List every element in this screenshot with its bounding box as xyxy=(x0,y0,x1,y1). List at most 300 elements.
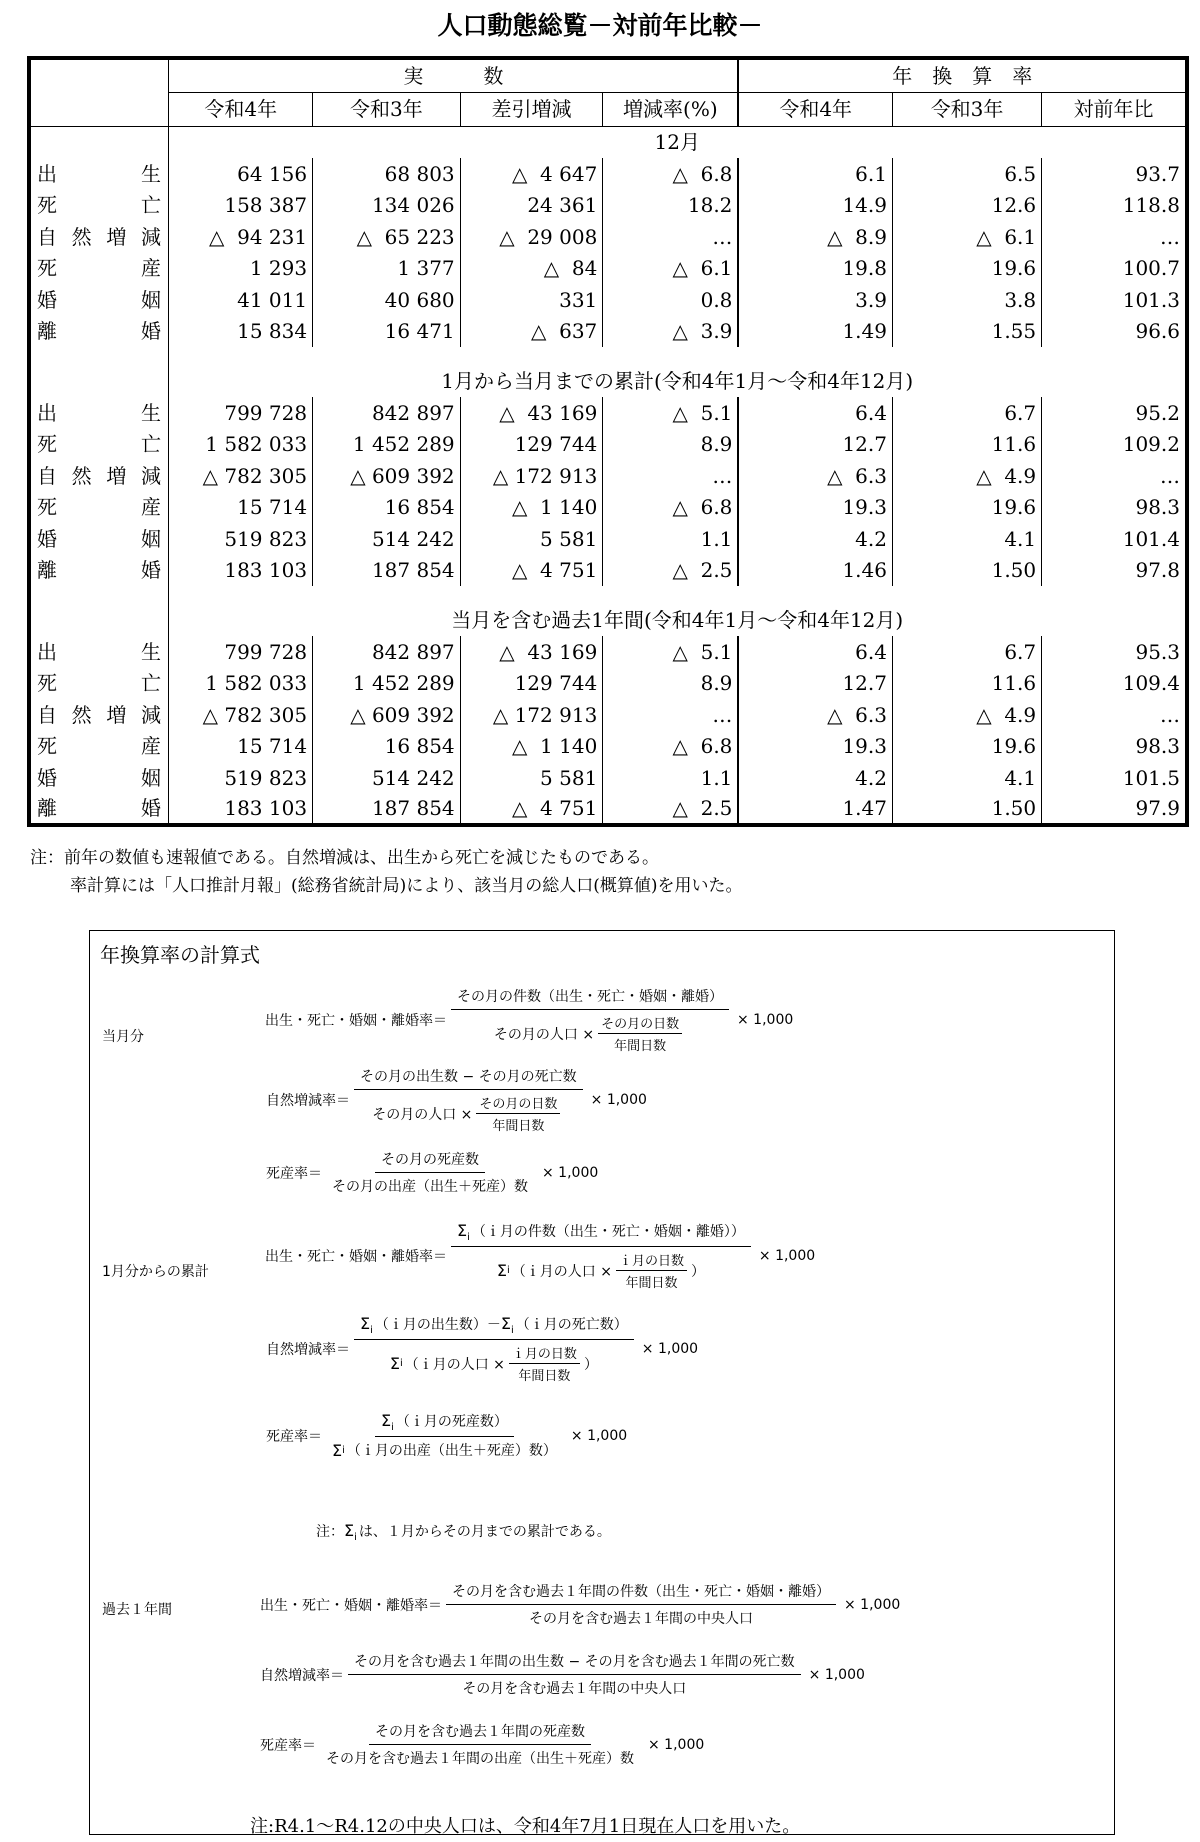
table-cell: 68 803 xyxy=(313,158,461,190)
fraction xyxy=(348,1651,801,1698)
table-cell: 1.1 xyxy=(603,523,739,555)
row-label-chars xyxy=(37,493,161,521)
table-row xyxy=(29,429,1187,461)
formula-box-title: 年換算率の計算式 xyxy=(100,943,260,967)
table-cell: 19.8 xyxy=(738,253,892,285)
spacer-cell xyxy=(29,586,169,604)
numerator: その月の日数 xyxy=(598,1013,682,1034)
table-cell: 519 823 xyxy=(169,523,313,555)
section-label-monthly: 当月分 xyxy=(102,1029,144,1045)
denominator xyxy=(491,1247,711,1291)
table-row xyxy=(29,492,1187,524)
fraction-days xyxy=(476,1093,560,1134)
table-cell: … xyxy=(1160,224,1180,249)
sigma-symbol: Σ xyxy=(496,1261,507,1280)
subscript-i: i xyxy=(354,1532,357,1543)
numerator xyxy=(354,1314,634,1340)
table-cell: △ 6.8 xyxy=(603,158,739,190)
table-cell: 5 581 xyxy=(460,523,603,555)
multiplier: × 1,000 xyxy=(758,1248,816,1264)
table-cell: 799 728 xyxy=(169,397,313,429)
table-notes xyxy=(30,844,743,900)
row-label xyxy=(29,668,169,700)
table-cell: △ 4 751 xyxy=(460,794,603,826)
table-cell: 8.9 xyxy=(603,668,739,700)
spacer-cell xyxy=(29,347,169,365)
row-label xyxy=(29,158,169,190)
table-cell: 519 823 xyxy=(169,762,313,794)
row-label-char: 死 xyxy=(37,671,57,696)
formula-pastyear-stillbirth xyxy=(260,1721,704,1768)
row-label-chars xyxy=(37,525,161,553)
row-label-chars xyxy=(37,254,161,282)
row-label xyxy=(29,523,169,555)
denominator xyxy=(488,1010,692,1054)
numerator: ｉ月の日数 xyxy=(509,1343,580,1364)
row-label-chars xyxy=(37,191,161,219)
denominator-text: （ｉ月の出産（出生＋死産）数） xyxy=(346,1443,557,1459)
table-cell: 15 714 xyxy=(169,731,313,763)
table-row xyxy=(29,316,1187,348)
section-header-blank xyxy=(29,365,169,397)
row-label-char: 自 xyxy=(37,224,57,249)
denominator: 年間日数 xyxy=(492,1119,545,1134)
denominator-text: その月の人口 × xyxy=(372,1106,473,1123)
numerator: その月を含む過去１年間の件数（出生・死亡・婚姻・離婚） xyxy=(446,1581,836,1605)
table-cell: △ 4.9 xyxy=(892,699,1041,731)
table-row xyxy=(29,555,1187,587)
row-label-chars xyxy=(37,701,161,729)
table-cell: 16 854 xyxy=(313,492,461,524)
table-cell: 24 361 xyxy=(460,190,603,222)
table-cell: △ 4.9 xyxy=(892,460,1041,492)
table-cell: △ 94 231 xyxy=(169,221,313,253)
row-label-char: 出 xyxy=(37,161,57,186)
table-cell: 16 854 xyxy=(313,731,461,763)
formula-monthly-vital-rate xyxy=(265,986,793,1054)
row-label-char: 離 xyxy=(37,319,57,344)
denominator: 年間日数 xyxy=(614,1039,667,1054)
fraction xyxy=(354,1066,583,1134)
numerator: その月の日数 xyxy=(476,1093,560,1114)
bottom-note: 注:R4.1～R4.12の中央人口は、令和4年7月1日現在人口を用いた。 xyxy=(250,1816,801,1837)
table-cell: 19.6 xyxy=(892,731,1041,763)
row-label xyxy=(29,699,169,731)
row-label-char: 出 xyxy=(37,639,57,664)
col-header: 令和3年 xyxy=(892,92,1041,126)
col-header: 令和4年 xyxy=(169,92,313,126)
table-cell: 15 834 xyxy=(169,316,313,348)
fraction xyxy=(451,1221,751,1291)
row-label-chars xyxy=(37,399,161,427)
row-label-char: 増 xyxy=(106,463,127,488)
table-cell: 129 744 xyxy=(460,429,603,461)
formula-lhs: 自然増減率＝ xyxy=(260,1667,344,1684)
formula-lhs: 出生・死亡・婚姻・離婚率＝ xyxy=(265,1013,447,1029)
table-cell: 1 582 033 xyxy=(169,429,313,461)
numerator: ｉ月の日数 xyxy=(616,1250,687,1271)
table-cell: 18.2 xyxy=(603,190,739,222)
table-cell: 12.7 xyxy=(738,429,892,461)
table-cell: 95.2 xyxy=(1135,400,1180,425)
table-cell: △ 65 223 xyxy=(313,221,461,253)
table-cell: 98.3 xyxy=(1135,734,1180,759)
table-cell: 6.7 xyxy=(892,636,1041,668)
row-label-char: 婚 xyxy=(141,319,161,344)
formula-lhs: 出生・死亡・婚姻・離婚率＝ xyxy=(260,1597,442,1614)
table-cell: 16 471 xyxy=(313,316,461,348)
row-label-char: 然 xyxy=(71,463,92,488)
table-cell: 1 377 xyxy=(313,253,461,285)
table-cell: 3.9 xyxy=(738,284,892,316)
table-cell: △ 5.1 xyxy=(603,636,739,668)
denominator-text: その月の人口 × xyxy=(493,1026,595,1043)
table-cell: 64 156 xyxy=(169,158,313,190)
table-cell: 134 026 xyxy=(313,190,461,222)
section-title: 1月から当月までの累計(令和4年1月～令和4年12月) xyxy=(441,369,914,393)
table-cell: 331 xyxy=(460,284,603,316)
multiplier: × 1,000 xyxy=(648,1736,705,1753)
table-cell: 6.1 xyxy=(738,158,892,190)
denominator xyxy=(366,1090,570,1134)
table-cell: 118.8 xyxy=(1122,193,1180,218)
formula-lhs: 死産率＝ xyxy=(266,1428,322,1445)
table-cell: △ 43 169 xyxy=(460,397,603,429)
table-cell: △ 2.5 xyxy=(603,794,739,826)
numerator: その月の件数（出生・死亡・婚姻・離婚） xyxy=(451,986,729,1010)
multiplier: × 1,000 xyxy=(737,1012,794,1028)
row-label-char: 減 xyxy=(140,224,161,249)
table-cell: 4.1 xyxy=(892,762,1041,794)
table-cell: △ 5.1 xyxy=(603,397,739,429)
denominator-text: ） xyxy=(690,1263,705,1280)
table-cell: △ 782 305 xyxy=(169,460,313,492)
table-row xyxy=(29,190,1187,222)
formula-lhs: 出生・死亡・婚姻・離婚率＝ xyxy=(265,1249,447,1265)
row-label-char: 姻 xyxy=(141,287,161,312)
sigma-symbol: Σ xyxy=(457,1221,468,1240)
row-label-char: 生 xyxy=(141,639,161,664)
table-cell: △ 1 140 xyxy=(460,492,603,524)
table-row xyxy=(29,794,1187,826)
table-cell: △ 172 913 xyxy=(460,699,603,731)
row-label-char: 産 xyxy=(141,256,161,281)
table-cell: 11.6 xyxy=(892,429,1041,461)
subscript-i: i xyxy=(342,1444,345,1456)
row-label-char: 然 xyxy=(71,224,92,249)
table-cell: 40 680 xyxy=(313,284,461,316)
table-cell: 1.47 xyxy=(738,794,892,826)
row-label-chars xyxy=(37,430,161,458)
col-header: 令和4年 xyxy=(738,92,892,126)
numerator: その月を含む過去１年間の死産数 xyxy=(369,1721,591,1745)
multiplier: × 1,000 xyxy=(570,1427,628,1444)
row-label xyxy=(29,397,169,429)
row-label-chars xyxy=(37,764,161,792)
row-label-char: 死 xyxy=(37,193,57,218)
header-corner xyxy=(29,58,169,126)
numerator-text: （ｉ月の件数（出生・死亡・婚姻・離婚）） xyxy=(471,1224,745,1240)
row-label-char: 死 xyxy=(37,432,57,457)
header-group-actual: 実 数 xyxy=(169,58,738,92)
table-row xyxy=(29,636,1187,668)
table-cell: 109.4 xyxy=(1122,671,1180,696)
row-label-char: 亡 xyxy=(141,671,161,696)
table-cell: … xyxy=(1160,702,1180,727)
fraction-days xyxy=(509,1343,580,1384)
subscript-i: i xyxy=(370,1325,373,1336)
table-cell: △ 6.1 xyxy=(603,253,739,285)
table-cell: 6.4 xyxy=(738,397,892,429)
table-row xyxy=(29,284,1187,316)
sigma-symbol: Σ xyxy=(500,1314,511,1333)
table-cell: △ 8.9 xyxy=(738,221,892,253)
row-label-char: 自 xyxy=(37,463,57,488)
row-label-chars xyxy=(37,669,161,697)
note-line: 率計算には「人口推計月報」(総務省統計局)により、該当月の総人口(概算値)を用いた。 xyxy=(70,876,743,896)
formula-monthly-natural-change xyxy=(266,1066,647,1134)
fraction xyxy=(326,1411,563,1460)
denominator: その月を含む過去１年間の中央人口 xyxy=(462,1681,687,1697)
table-cell: 1.46 xyxy=(738,555,892,587)
table-cell: 129 744 xyxy=(460,668,603,700)
table-cell: 1.49 xyxy=(738,316,892,348)
row-label-char: 産 xyxy=(141,495,161,520)
table-cell: 1 582 033 xyxy=(169,668,313,700)
multiplier: × 1,000 xyxy=(590,1092,647,1108)
table-cell: 14.9 xyxy=(738,190,892,222)
row-label-char: 生 xyxy=(141,161,161,186)
table-cell: 3.8 xyxy=(892,284,1041,316)
sigma-symbol: Σ xyxy=(381,1411,392,1430)
table-cell: … xyxy=(603,460,739,492)
table-row xyxy=(29,762,1187,794)
table-cell: 97.9 xyxy=(1135,796,1180,821)
table-cell: 19.6 xyxy=(892,492,1041,524)
denominator xyxy=(384,1340,604,1384)
row-label-char: 婚 xyxy=(37,287,57,312)
table-cell: 97.8 xyxy=(1135,558,1180,583)
row-label xyxy=(29,190,169,222)
population-stats-table xyxy=(27,56,1189,827)
table-cell: 1 452 289 xyxy=(313,429,461,461)
table-cell: 1.50 xyxy=(892,794,1041,826)
table-row xyxy=(29,731,1187,763)
table-cell: 4.2 xyxy=(738,523,892,555)
fraction xyxy=(354,1314,634,1384)
formula-pastyear-vital-rate xyxy=(260,1581,900,1628)
table-cell: 183 103 xyxy=(169,555,313,587)
table-cell: 183 103 xyxy=(169,794,313,826)
row-label-char: 増 xyxy=(106,702,127,727)
table-cell: 0.8 xyxy=(603,284,739,316)
row-label-char: 自 xyxy=(37,702,57,727)
table-cell: 93.7 xyxy=(1135,161,1180,186)
table-cell: 12.6 xyxy=(892,190,1041,222)
row-label-char: 死 xyxy=(37,495,57,520)
table-row xyxy=(29,668,1187,700)
table-cell: △ 609 392 xyxy=(313,460,461,492)
fraction xyxy=(451,986,729,1054)
subscript-i: i xyxy=(467,1232,470,1243)
col-header: 増減率(%) xyxy=(603,92,739,126)
table-cell: 101.3 xyxy=(1122,287,1180,312)
section-label-cumulative: 1月分からの累計 xyxy=(102,1264,209,1280)
table-cell: 15 714 xyxy=(169,492,313,524)
spacer-cell xyxy=(169,586,1187,604)
row-label xyxy=(29,253,169,285)
fraction xyxy=(446,1581,836,1628)
row-label xyxy=(29,636,169,668)
row-label-char: 減 xyxy=(140,702,161,727)
table-cell: … xyxy=(1160,463,1180,488)
table-cell: 12.7 xyxy=(738,668,892,700)
row-label-char: 死 xyxy=(37,256,57,281)
table-cell: 1 293 xyxy=(169,253,313,285)
row-label xyxy=(29,762,169,794)
row-label-char: 婚 xyxy=(141,796,161,821)
numerator: その月の死産数 xyxy=(375,1149,485,1173)
formula-lhs: 自然増減率＝ xyxy=(266,1093,350,1109)
table-row xyxy=(29,460,1187,492)
formula-box xyxy=(89,930,1115,1835)
sigma-symbol: Σ xyxy=(332,1440,343,1460)
table-cell: 19.3 xyxy=(738,492,892,524)
table-cell: 1.50 xyxy=(892,555,1041,587)
row-label xyxy=(29,492,169,524)
section-header-row xyxy=(29,604,1187,636)
formula-lhs: 自然増減率＝ xyxy=(266,1342,350,1358)
formula-cumulative-stillbirth xyxy=(266,1411,627,1460)
table-cell: 6.4 xyxy=(738,636,892,668)
multiplier: × 1,000 xyxy=(542,1164,599,1181)
table-row xyxy=(29,699,1187,731)
table-cell: … xyxy=(603,221,739,253)
row-label-char: 然 xyxy=(71,702,92,727)
row-label-chars xyxy=(37,556,161,584)
row-label xyxy=(29,316,169,348)
table-cell: △ 43 169 xyxy=(460,636,603,668)
denominator: その月の出産（出生＋死産）数 xyxy=(332,1179,528,1195)
row-label-char: 産 xyxy=(141,734,161,759)
table-cell: △ 1 140 xyxy=(460,731,603,763)
numerator-text: （ｉ月の出生数）－ xyxy=(374,1317,501,1333)
table-cell: △ 3.9 xyxy=(603,316,739,348)
denominator xyxy=(326,1437,563,1460)
table-cell: 514 242 xyxy=(313,762,461,794)
row-label-chars xyxy=(37,732,161,760)
table-cell: △ 4 751 xyxy=(460,555,603,587)
table-cell: 109.2 xyxy=(1122,432,1180,457)
spacer-cell xyxy=(169,347,1187,365)
section-title: 12月 xyxy=(654,130,700,155)
table-cell: 187 854 xyxy=(313,555,461,587)
table-cell: 158 387 xyxy=(169,190,313,222)
row-label xyxy=(29,429,169,461)
table-cell: △ 29 008 xyxy=(460,221,603,253)
sigma-symbol: Σ xyxy=(344,1521,355,1540)
formula-pastyear-natural-change xyxy=(260,1651,865,1698)
numerator xyxy=(375,1411,514,1437)
table-cell: 6.5 xyxy=(892,158,1041,190)
row-label-char: 婚 xyxy=(37,765,57,790)
table-row xyxy=(29,523,1187,555)
table-cell: 1.1 xyxy=(603,762,739,794)
row-label-char: 出 xyxy=(37,400,57,425)
table-cell: 19.3 xyxy=(738,731,892,763)
denominator: 年間日数 xyxy=(625,1276,678,1291)
row-label-char: 婚 xyxy=(37,526,57,551)
table-cell: 96.6 xyxy=(1135,319,1180,344)
table-cell: 514 242 xyxy=(313,523,461,555)
row-label-chars xyxy=(37,462,161,490)
row-label xyxy=(29,731,169,763)
row-label-char: 死 xyxy=(37,734,57,759)
section-header-row xyxy=(29,126,1187,158)
table-cell: 11.6 xyxy=(892,668,1041,700)
table-row xyxy=(29,253,1187,285)
row-label xyxy=(29,555,169,587)
denominator: その月を含む過去１年間の中央人口 xyxy=(529,1611,753,1627)
subscript-i: i xyxy=(511,1325,514,1336)
row-label-chars xyxy=(37,317,161,345)
table-cell: 187 854 xyxy=(313,794,461,826)
table-cell: 19.6 xyxy=(892,253,1041,285)
sigma-symbol: Σ xyxy=(389,1354,400,1373)
section-header-blank xyxy=(29,126,169,158)
table-cell: △ 4 647 xyxy=(460,158,603,190)
table-cell: △ 84 xyxy=(460,253,603,285)
multiplier: × 1,000 xyxy=(844,1596,901,1613)
row-label-char: 亡 xyxy=(141,193,161,218)
denominator: 年間日数 xyxy=(518,1369,571,1384)
table-cell: … xyxy=(603,699,739,731)
row-label-char: 婚 xyxy=(141,558,161,583)
table-row xyxy=(29,397,1187,429)
row-label xyxy=(29,460,169,492)
table-cell: 101.5 xyxy=(1122,765,1180,790)
header-group-rate: 年 換 算 率 xyxy=(738,58,1187,92)
col-header: 対前年比 xyxy=(1042,92,1187,126)
row-label-char: 亡 xyxy=(141,432,161,457)
fraction xyxy=(326,1149,534,1196)
subscript-i: i xyxy=(399,1358,403,1369)
table-cell: 1 452 289 xyxy=(313,668,461,700)
row-label-char: 姻 xyxy=(141,765,161,790)
row-label-chars xyxy=(37,794,161,822)
row-label-chars xyxy=(37,286,161,314)
row-label-char: 増 xyxy=(106,224,127,249)
note-text: は、１月からその月までの累計である。 xyxy=(358,1524,611,1540)
table-cell: 6.7 xyxy=(892,397,1041,429)
multiplier: × 1,000 xyxy=(641,1341,699,1357)
table-cell: △ 2.5 xyxy=(603,555,739,587)
section-spacer xyxy=(29,347,1187,365)
row-label-char: 生 xyxy=(141,400,161,425)
col-header: 差引増減 xyxy=(460,92,603,126)
denominator-text: ） xyxy=(583,1356,598,1373)
table-row xyxy=(29,221,1187,253)
table-cell: △ 637 xyxy=(460,316,603,348)
section-spacer xyxy=(29,586,1187,604)
table-cell: 842 897 xyxy=(313,636,461,668)
section-header-row xyxy=(29,365,1187,397)
table-cell: 5 581 xyxy=(460,762,603,794)
note-text: 注： xyxy=(316,1524,344,1540)
table-cell: 95.3 xyxy=(1135,639,1180,664)
section-header-blank xyxy=(29,604,169,636)
sigma-note xyxy=(316,1521,611,1543)
